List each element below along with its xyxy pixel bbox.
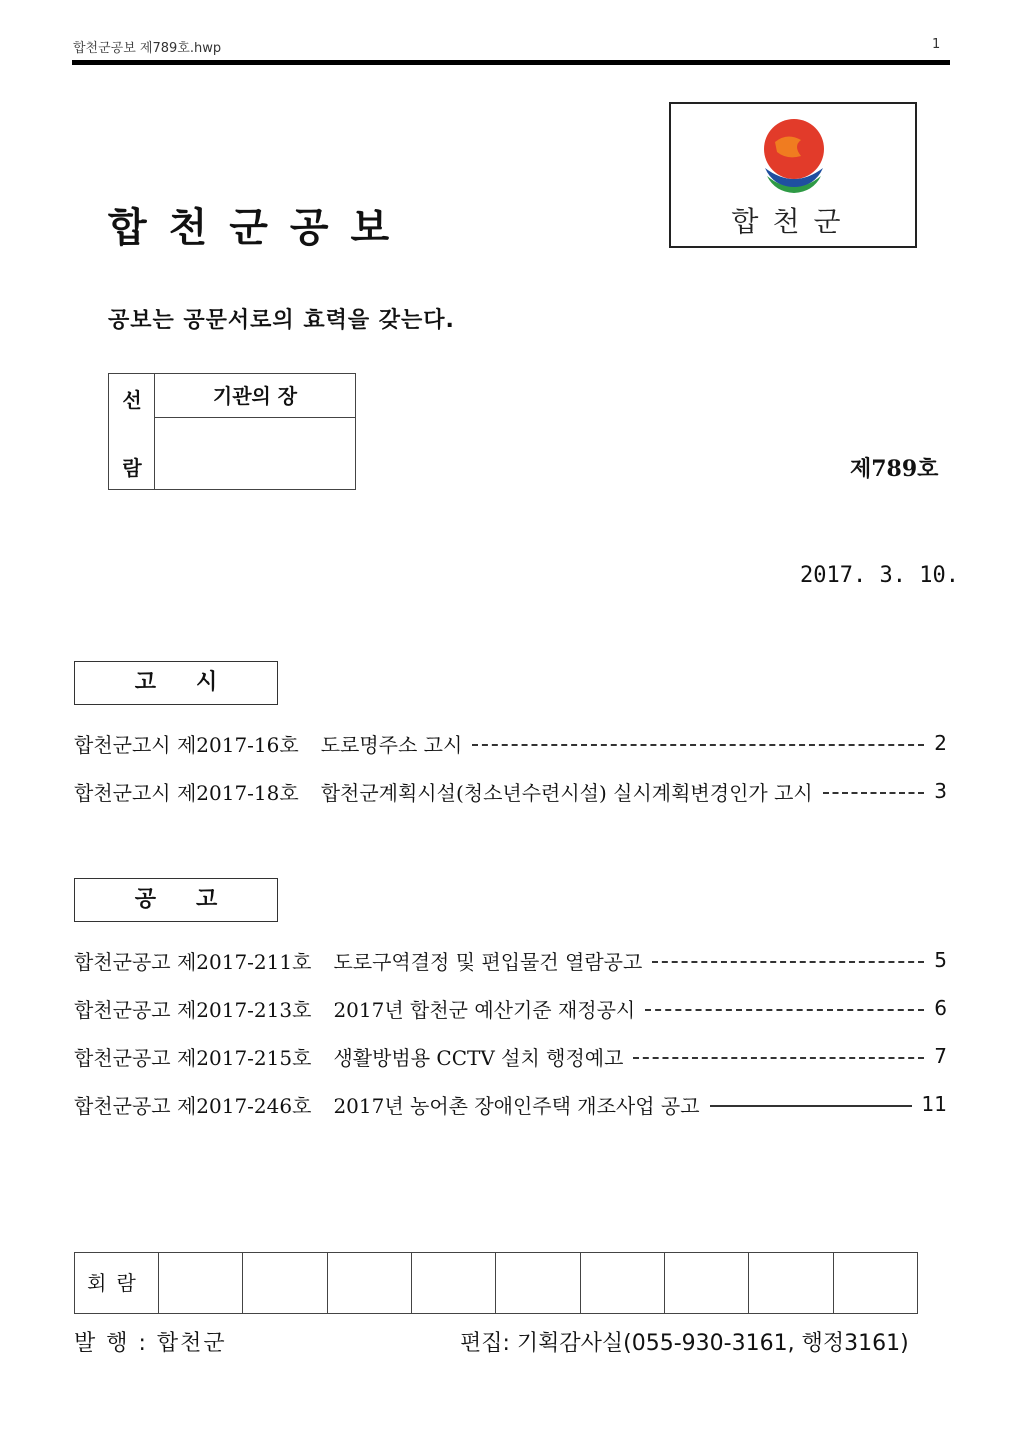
toc-item-title: 2017년 합천군 예산기준 재정공시 [333,997,636,1022]
section-heading-notice: 고시 [74,661,278,705]
toc-leader [645,1009,924,1011]
approval-char-1: 선 [122,388,142,412]
editor-contact: 편집: 기획감사실(055-930-3161, 행정3161) [460,1331,909,1356]
toc-item-page: 11 [921,1092,947,1116]
toc-leader [823,792,925,794]
circulation-cell [749,1253,833,1313]
circulation-cell [496,1253,580,1313]
page-number: 1 [932,37,941,52]
toc-item-title: 생활방범용 CCTV 설치 행정예고 [333,1045,624,1070]
circulation-cell [581,1253,665,1313]
toc-item-number: 합천군고시 제2017-18호 [74,780,299,805]
circulation-cell [243,1253,327,1313]
toc-item-title: 도로명주소 고시 [320,732,463,757]
toc-item-page: 2 [934,731,947,755]
toc-item-number: 합천군공고 제2017-215호 [74,1045,312,1070]
approval-head: 기관의 장 [155,374,355,418]
county-logo [669,102,917,248]
approval-label-column [109,374,155,489]
toc-item-number: 합천군공고 제2017-211호 [74,949,312,974]
toc-item-number: 합천군공고 제2017-246호 [74,1093,312,1118]
file-name: 합천군공보 제789호.hwp [73,41,222,56]
toc-item[interactable] [74,1088,947,1120]
toc-leader [472,744,924,746]
toc-item-page: 3 [934,779,947,803]
section-heading-announcement: 공고 [74,878,278,922]
logo-text: 합천군 [731,205,855,238]
circulation-table [74,1252,918,1314]
circulation-cell [328,1253,412,1313]
toc-item-title: 2017년 농어촌 장애인주택 개조사업 공고 [333,1093,700,1118]
emblem-icon [757,116,831,194]
approval-table [108,373,356,490]
toc-leader [652,961,924,963]
toc-leader [633,1057,924,1059]
toc-item[interactable] [74,944,947,976]
circulation-label: 회람 [75,1253,159,1313]
publisher: 발 행 : 합천군 [74,1331,227,1356]
circulation-cell [159,1253,243,1313]
toc-item-number: 합천군공고 제2017-213호 [74,997,312,1022]
toc-item[interactable] [74,775,947,807]
circulation-cell [834,1253,917,1313]
toc-item-title: 도로구역결정 및 편입물건 열람공고 [333,949,643,974]
issue-date: 2017. 3. 10. [800,563,959,588]
toc-item-page: 7 [934,1044,947,1068]
page-title: 합천군공보 [108,205,412,251]
toc-item-number: 합천군고시 제2017-16호 [74,732,299,757]
toc-leader [710,1105,912,1107]
toc-item[interactable] [74,727,947,759]
toc-item-title: 합천군계획시설(청소년수련시설) 실시계획변경인가 고시 [320,780,813,805]
circulation-cell [665,1253,749,1313]
approval-char-2: 람 [122,456,142,480]
issue-number: 제789호 [850,456,939,482]
toc-item-page: 5 [934,948,947,972]
header-rule [72,60,950,65]
subtitle: 공보는 공문서로의 효력을 갖는다. [108,308,455,333]
toc-item[interactable] [74,1040,947,1072]
toc-item[interactable] [74,992,947,1024]
toc-item-page: 6 [934,996,947,1020]
circulation-cell [412,1253,496,1313]
